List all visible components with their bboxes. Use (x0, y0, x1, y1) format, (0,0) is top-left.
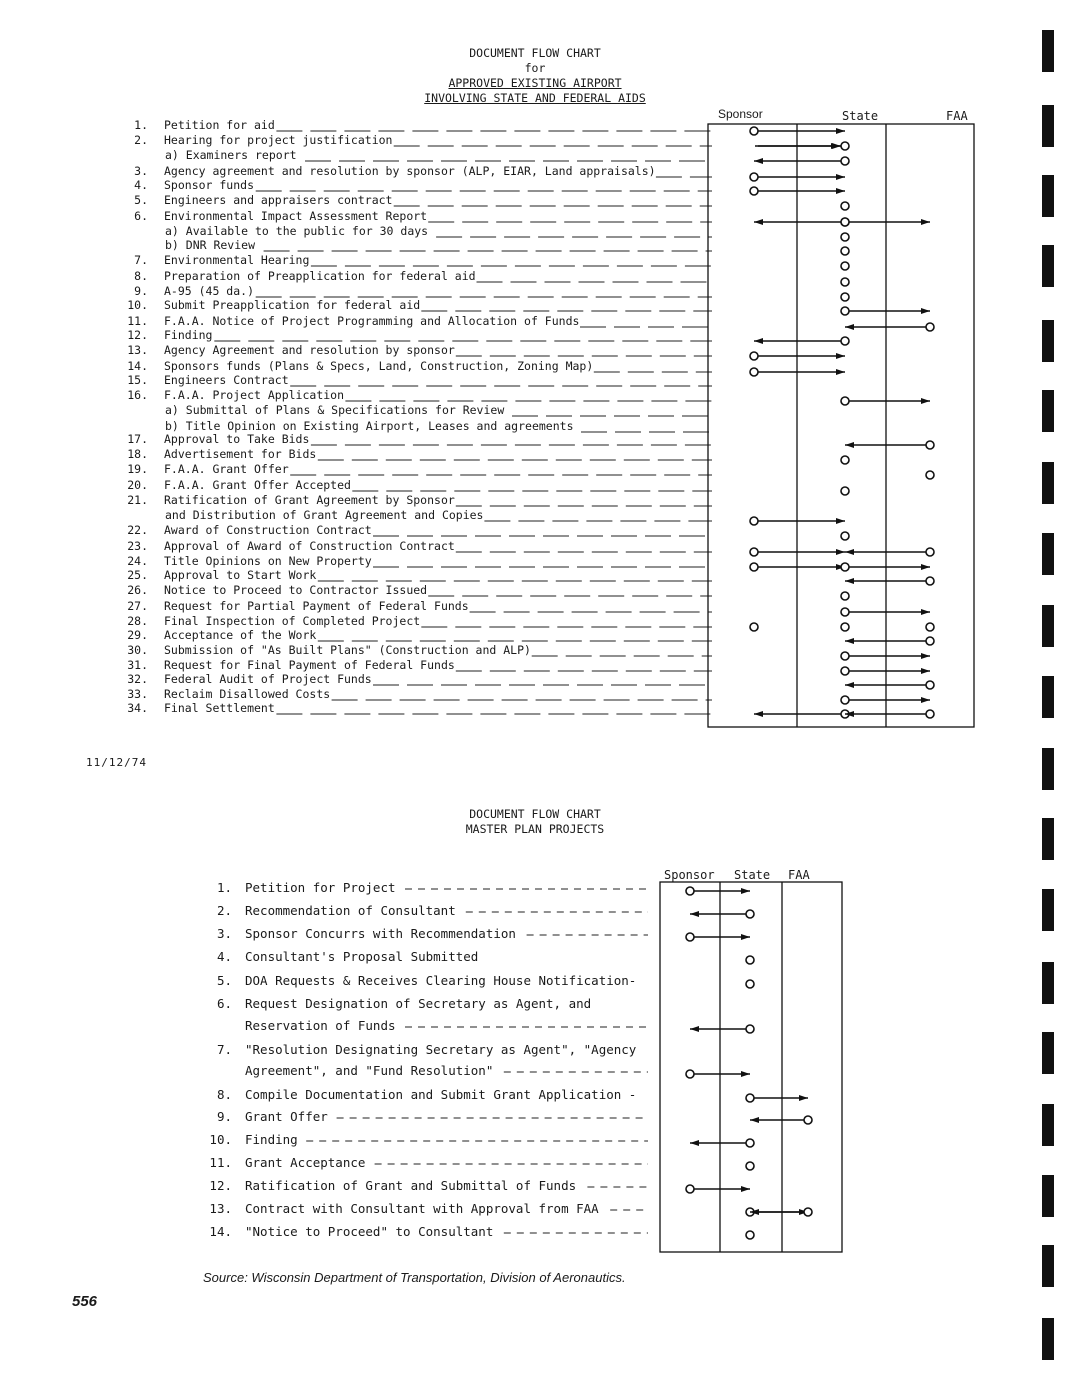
chart1-row-label: Preparation of Preapplication for federal aid (164, 269, 476, 283)
chart2-row-label: Agreement", and "Fund Resolution" (245, 1063, 494, 1078)
chart1-row-number: 23. (127, 539, 148, 553)
chart1-row-number: 21. (127, 493, 148, 507)
chart1-row-label: Final Inspection of Completed Project (164, 614, 421, 628)
flow-node-circle (746, 1231, 754, 1239)
flow-arrowhead (690, 1140, 699, 1146)
chart2-row-number: 4. (216, 949, 232, 964)
chart1-row-label: Environmental Hearing (164, 253, 310, 267)
chart2-row-label: Grant Acceptance (245, 1155, 366, 1170)
chart1-row-label: Reclaim Disallowed Costs (164, 687, 331, 701)
chart1-row-label: F.A.A. Notice of Project Programming and Allocation of Funds (164, 314, 580, 328)
chart1-row-number: 25. (127, 568, 148, 582)
chart1-row-number: 8. (134, 269, 148, 283)
flow-node-circle (804, 1208, 812, 1216)
chart2-row-label: Sponsor Concurrs with Recommendation (245, 926, 516, 941)
chart2-row-label: Ratification of Grant and Submittal of Funds (245, 1178, 577, 1193)
chart1-row-number: 5. (134, 193, 148, 207)
chart1-row-label: a) Submittal of Plans & Specifications for Review (165, 403, 505, 417)
chart2-col-faa: FAA (788, 868, 810, 882)
chart1-row-label: Acceptance of the Work (164, 628, 317, 642)
chart1-row-label: A-95 (45 da.) (164, 284, 255, 298)
chart2-row-number: 13. (209, 1201, 232, 1216)
chart2-row-label: Reservation of Funds (245, 1018, 396, 1033)
chart1-title-line: INVOLVING STATE AND FEDERAL AIDS (424, 91, 646, 105)
chart1-row-label: Submit Preapplication for federal aid (164, 298, 421, 312)
flow-arrowhead (690, 911, 699, 917)
chart1-row-number: 10. (127, 298, 148, 312)
chart1-row-label: Federal Audit of Project Funds (164, 672, 372, 686)
chart1-row-label: a) Examiners report (165, 148, 297, 162)
chart1-row-label: Agency agreement and resolution by sponsor (ALP, EIAR, Land appraisals) (164, 164, 656, 178)
chart2-row-label: Grant Offer (245, 1109, 328, 1124)
chart1-row-label: Notice to Proceed to Contractor Issued (164, 583, 428, 597)
chart2-col-state: State (734, 868, 771, 882)
date-stamp: 11/12/74 (86, 756, 147, 769)
chart1-row-label: Petition for aid (164, 118, 275, 132)
chart2-row-label: Recommendation of Consultant (245, 903, 456, 918)
chart2-row-number: 3. (216, 926, 232, 941)
source-note: Source: Wisconsin Department of Transportation, Division of Aeronautics. (203, 1270, 626, 1285)
chart1-col-state: State (842, 109, 879, 123)
chart2-row-label: "Notice to Proceed" to Consultant (245, 1224, 494, 1239)
chart2-row-label: DOA Requests & Receives Clearing House Notification- (245, 973, 637, 988)
chart1-row-number: 26. (127, 583, 148, 597)
chart1-row-number: 15. (127, 373, 148, 387)
chart1-row-number: 11. (127, 314, 148, 328)
chart1-row-number: 1. (134, 118, 148, 132)
chart1-title-line: for (524, 61, 546, 75)
chart1-row-label: Request for Partial Payment of Federal Funds (164, 599, 469, 613)
chart2-title-line: MASTER PLAN PROJECTS (465, 822, 605, 836)
chart2-row-number: 12. (209, 1178, 232, 1193)
chart2-row-number: 8. (216, 1087, 232, 1102)
flow-node-circle (746, 1025, 754, 1033)
chart2-row-number: 11. (209, 1155, 232, 1170)
chart1-row-label: b) DNR Review (165, 238, 256, 252)
chart1-row-label: Hearing for project justification (164, 133, 393, 147)
chart1-row-label: Agency Agreement and resolution by sponsor (164, 343, 455, 357)
chart2-row-number: 10. (209, 1132, 232, 1147)
chart1-row-number: 19. (127, 462, 148, 476)
flow-node-circle (686, 933, 694, 941)
chart1-row-number: 28. (127, 614, 148, 628)
chart1-row-number: 31. (127, 658, 148, 672)
flow-node-circle (804, 1116, 812, 1124)
chart1-row-number: 6. (134, 209, 148, 223)
chart2-row-number: 14. (209, 1224, 232, 1239)
flow-node-circle (686, 1070, 694, 1078)
chart2-row-number: 1. (216, 880, 232, 895)
chart1-row-number: 22. (127, 523, 148, 537)
chart1-row-label: b) Title Opinion on Existing Airport, Leases and agreements (165, 419, 574, 433)
chart2-row-label: Compile Documentation and Submit Grant Application - (245, 1087, 637, 1102)
chart1-row-label: Advertisement for Bids (164, 447, 317, 461)
chart1-row-label: and Distribution of Grant Agreement and Copies (165, 508, 484, 522)
chart1-row-number: 17. (127, 432, 148, 446)
chart1-row-label: F.A.A. Grant Offer (164, 462, 289, 476)
chart1-row-label: Ratification of Grant Agreement by Sponsor (164, 493, 455, 507)
flow-arrowhead (741, 888, 750, 894)
chart1-row-label: a) Available to the public for 30 days (165, 224, 429, 238)
chart1-row-number: 3. (134, 164, 148, 178)
chart1-row-number: 9. (134, 284, 148, 298)
flow-node-circle (746, 910, 754, 918)
chart1-row-label: Submission of "As Built Plans" (Construction and ALP) (164, 643, 531, 657)
chart1-row-number: 27. (127, 599, 148, 613)
chart1-row-number: 16. (127, 388, 148, 402)
chart2-row-number: 9. (216, 1109, 232, 1124)
chart1-row-label: Approval of Award of Construction Contract (164, 539, 455, 553)
flow-arrowhead (799, 1095, 808, 1101)
chart1-row-label: Request for Final Payment of Federal Funds (164, 658, 455, 672)
flow-node-circle (746, 1094, 754, 1102)
flow-node-circle (746, 1162, 754, 1170)
flow-arrowhead (750, 1117, 759, 1123)
flow-node-circle (746, 1139, 754, 1147)
chart1-row-number: 12. (127, 328, 148, 342)
chart1-row-label: Award of Construction Contract (164, 523, 372, 537)
chart2-row-label: Request Designation of Secretary as Agent, and (245, 996, 592, 1011)
chart1-title-line: APPROVED EXISTING AIRPORT (448, 76, 622, 90)
chart2-row-label: Contract with Consultant with Approval from FAA (245, 1201, 599, 1216)
chart1-row-label: F.A.A. Grant Offer Accepted (164, 478, 351, 492)
chart1-row-number: 33. (127, 687, 148, 701)
flow-node-circle (746, 956, 754, 964)
flow-arrowhead (741, 934, 750, 940)
chart1-row-label: F.A.A. Project Application (164, 388, 345, 402)
chart1-row-number: 13. (127, 343, 148, 357)
chart1-row-number: 18. (127, 447, 148, 461)
chart1-row-number: 20. (127, 478, 148, 492)
page-number: 556 (72, 1293, 98, 1310)
flow-node-circle (686, 887, 694, 895)
chart2-row-number: 2. (216, 903, 232, 918)
chart2-row-label: "Resolution Designating Secretary as Agent", "Agency (245, 1042, 637, 1057)
chart1-row-label: Finding (164, 328, 213, 342)
chart1-row-label: Environmental Impact Assessment Report (164, 209, 428, 223)
chart1-row-number: 14. (127, 359, 148, 373)
chart1-row-label: Engineers Contract (164, 373, 289, 387)
chart1-row-label: Sponsor funds (164, 178, 255, 192)
chart2-col-sponsor: Sponsor (664, 868, 715, 882)
chart2-row-label: Petition for Project (245, 880, 396, 895)
chart2-row-number: 6. (216, 996, 232, 1011)
chart1-row-number: 32. (127, 672, 148, 686)
flow-arrowhead (690, 1026, 699, 1032)
chart2-row-number: 7. (216, 1042, 232, 1057)
chart2-row-label: Finding (245, 1132, 298, 1147)
chart1-row-number: 7. (134, 253, 148, 267)
chart1-row-number: 29. (127, 628, 148, 642)
flow-node-circle (746, 980, 754, 988)
chart1-row-label: Sponsors funds (Plans & Specs, Land, Construction, Zoning Map) (164, 359, 594, 373)
chart1-row-number: 2. (134, 133, 148, 147)
chart1-row-label: Approval to Start Work (164, 568, 317, 582)
chart1-row-number: 24. (127, 554, 148, 568)
chart1-row-number: 30. (127, 643, 148, 657)
chart1-row-number: 4. (134, 178, 148, 192)
chart1-row-label: Engineers and appraisers contract (164, 193, 393, 207)
flow-arrowhead (741, 1071, 750, 1077)
chart2-row-label: Consultant's Proposal Submitted (245, 949, 479, 964)
chart1-row-number: 34. (127, 701, 148, 715)
chart1-title-line: DOCUMENT FLOW CHART (469, 46, 601, 60)
chart1-col-sponsor: Sponsor (718, 107, 763, 121)
chart1-row-label: Approval to Take Bids (164, 432, 310, 446)
flow-arrowhead (741, 1186, 750, 1192)
chart2-row-number: 5. (216, 973, 232, 988)
flow-node-circle (686, 1185, 694, 1193)
chart1-col-faa: FAA (946, 109, 968, 123)
chart2-title-line: DOCUMENT FLOW CHART (469, 807, 601, 821)
chart1-row-label: Title Opinions on New Property (164, 554, 372, 568)
chart1-row-label: Final Settlement (164, 701, 275, 715)
